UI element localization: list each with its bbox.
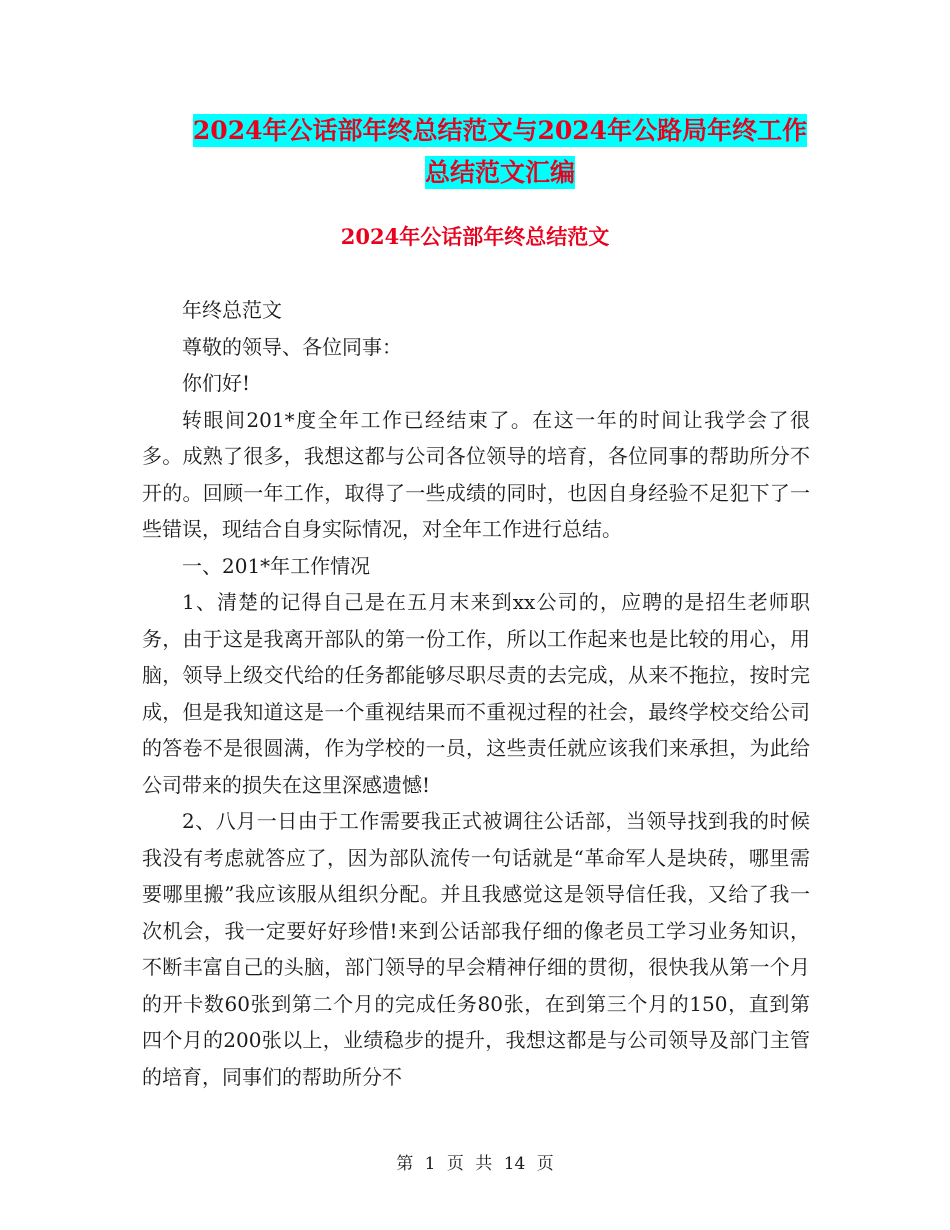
document-title-line2: 总结范文汇编 xyxy=(424,158,575,187)
paragraph-item-2: 2、八月一日由于工作需要我正式被调往公话部，当领导找到我的时候我没有考虑就答应了，因为部队流传一句话就是“革命军人是块砖，哪里需要哪里搬”我应该服从组织分配。并且我感觉这是领导信任我，又给了我一次机会，我一定要好好珍惜!来到公话部我仔细的像老员工学习业务知识，不断丰富自己的头脑，部门领导的早会精神仔细的贯彻，很快我从第一个月的开卡数60张到第二个月的完成任务80张，在到第三个月的150，直到第四个月的200张以上，业绩稳步的提升，我想这都是与公司领导及部门主管的培育，同事们的帮助所分不 xyxy=(142,809,810,1089)
paragraph-intro: 转眼间201*度全年工作已经结束了。在这一年的时间让我学会了很多。成熟了很多，我想这都与公司各位领导的培育，各位同事的帮助所分不开的。回顾一年工作，取得了一些成绩的同时，也因自身经验不足犯下了一些错误，现结合自身实际情况，对全年工作进行总结。 xyxy=(142,407,810,541)
paragraph-item-1: 1、清楚的记得自己是在五月末来到xx公司的，应聘的是招生老师职务，由于这是我离开部队的第一份工作，所以工作起来也是比较的用心，用脑，领导上级交代给的任务都能够尽职尽责的去完成，从来不拖拉，按时完成，但是我知道这是一个重视结果而不重视过程的社会，最终学校交给公司的答卷不是很圆满，作为学校的一员，这些责任就应该我们来承担，为此给公司带来的损失在这里深感遗憾! xyxy=(142,590,810,797)
document-title-line1: 2024年公话部年终总结范文与2024年公路局年终工作 xyxy=(192,116,808,145)
paragraph-hello: 你们好! xyxy=(182,371,251,395)
document-title xyxy=(100,110,900,194)
paragraph-greeting-heading: 年终总范文 xyxy=(182,298,282,322)
section-title: 2024年公话部年终总结范文 xyxy=(340,224,610,249)
page-footer: 第 1 页 共 14 页 xyxy=(396,1154,554,1174)
paragraph-section-heading: 一、201*年工作情况 xyxy=(182,553,371,578)
paragraph-salutation: 尊敬的领导、各位同事： xyxy=(182,334,402,359)
document-body xyxy=(142,292,810,1095)
